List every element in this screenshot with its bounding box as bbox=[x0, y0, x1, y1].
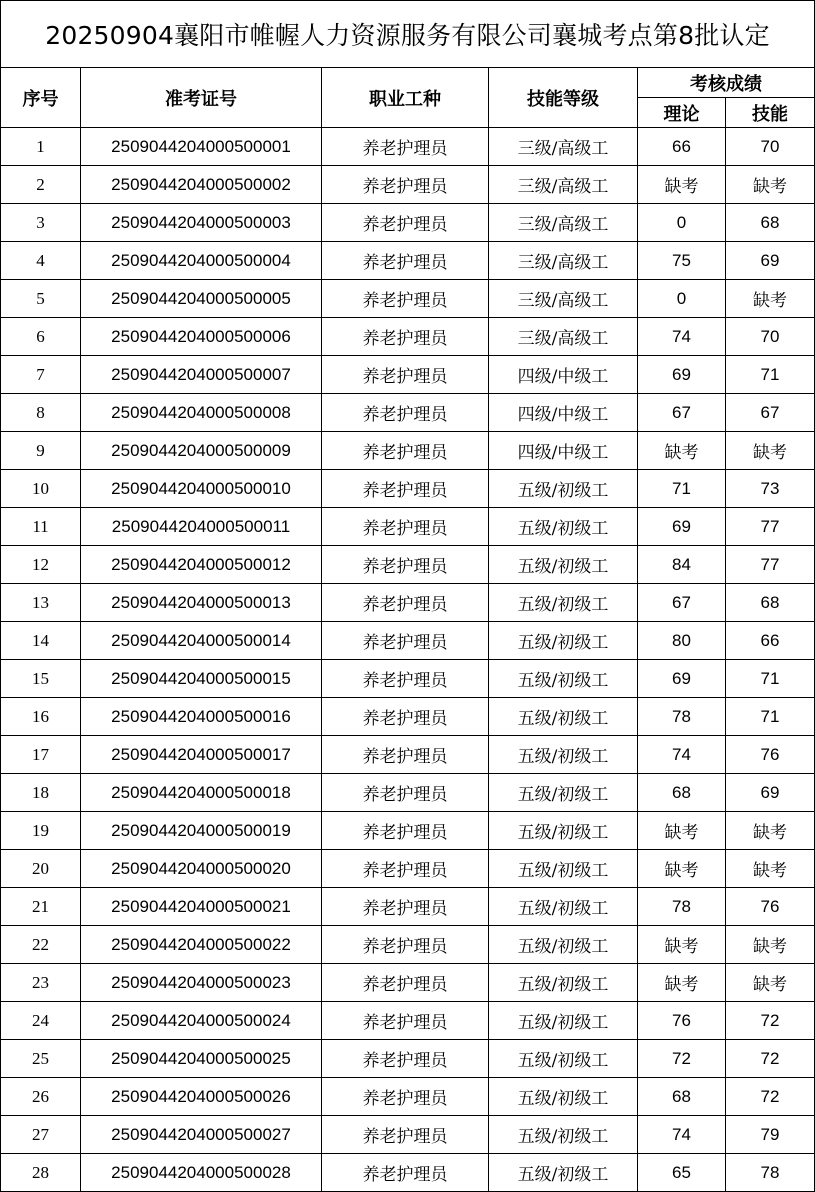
cell-occupation: 养老护理员 bbox=[322, 774, 489, 812]
cell-seq: 11 bbox=[1, 508, 81, 546]
cell-skill-level: 五级/初级工 bbox=[489, 850, 638, 888]
cell-skill-score: 69 bbox=[726, 242, 815, 280]
cell-skill-level: 四级/中级工 bbox=[489, 356, 638, 394]
cell-occupation: 养老护理员 bbox=[322, 1116, 489, 1154]
cell-occupation: 养老护理员 bbox=[322, 546, 489, 584]
cell-cert-no: 2509044204000500021 bbox=[81, 888, 322, 926]
cell-seq: 25 bbox=[1, 1040, 81, 1078]
cell-skill-score: 69 bbox=[726, 774, 815, 812]
cell-occupation: 养老护理员 bbox=[322, 698, 489, 736]
cell-skill-level: 三级/高级工 bbox=[489, 204, 638, 242]
cell-skill-score: 缺考 bbox=[726, 926, 815, 964]
cell-seq: 17 bbox=[1, 736, 81, 774]
cell-seq: 9 bbox=[1, 432, 81, 470]
header-occupation: 职业工种 bbox=[322, 68, 489, 128]
cell-occupation: 养老护理员 bbox=[322, 204, 489, 242]
cell-skill-level: 五级/初级工 bbox=[489, 508, 638, 546]
header-cert-no: 准考证号 bbox=[81, 68, 322, 128]
cell-skill-score: 缺考 bbox=[726, 964, 815, 1002]
cell-occupation: 养老护理员 bbox=[322, 660, 489, 698]
cell-cert-no: 2509044204000500020 bbox=[81, 850, 322, 888]
cell-skill-level: 五级/初级工 bbox=[489, 1154, 638, 1192]
cell-cert-no: 2509044204000500011 bbox=[81, 508, 322, 546]
cell-skill-score: 缺考 bbox=[726, 280, 815, 318]
cell-skill-score: 缺考 bbox=[726, 166, 815, 204]
cell-theory-score: 65 bbox=[638, 1154, 726, 1192]
cell-theory-score: 71 bbox=[638, 470, 726, 508]
cell-theory-score: 0 bbox=[638, 204, 726, 242]
cell-skill-level: 五级/初级工 bbox=[489, 812, 638, 850]
cell-occupation: 养老护理员 bbox=[322, 850, 489, 888]
table-row bbox=[1, 242, 815, 280]
cell-cert-no: 2509044204000500007 bbox=[81, 356, 322, 394]
table-row bbox=[1, 356, 815, 394]
table-row bbox=[1, 508, 815, 546]
cell-skill-score: 73 bbox=[726, 470, 815, 508]
cell-skill-score: 72 bbox=[726, 1078, 815, 1116]
cell-occupation: 养老护理员 bbox=[322, 926, 489, 964]
cell-seq: 21 bbox=[1, 888, 81, 926]
cell-cert-no: 2509044204000500001 bbox=[81, 128, 322, 166]
cell-skill-score: 68 bbox=[726, 584, 815, 622]
cell-skill-level: 四级/中级工 bbox=[489, 394, 638, 432]
cell-occupation: 养老护理员 bbox=[322, 812, 489, 850]
cell-skill-level: 五级/初级工 bbox=[489, 888, 638, 926]
cell-skill-level: 五级/初级工 bbox=[489, 470, 638, 508]
cell-skill-score: 78 bbox=[726, 1154, 815, 1192]
cell-theory-score: 缺考 bbox=[638, 964, 726, 1002]
cell-theory-score: 缺考 bbox=[638, 432, 726, 470]
table-row bbox=[1, 660, 815, 698]
cell-skill-score: 71 bbox=[726, 356, 815, 394]
cell-seq: 24 bbox=[1, 1002, 81, 1040]
cell-occupation: 养老护理员 bbox=[322, 964, 489, 1002]
table-body bbox=[1, 128, 815, 1192]
cell-cert-no: 2509044204000500013 bbox=[81, 584, 322, 622]
cell-cert-no: 2509044204000500023 bbox=[81, 964, 322, 1002]
cell-cert-no: 2509044204000500012 bbox=[81, 546, 322, 584]
cell-skill-score: 76 bbox=[726, 736, 815, 774]
cell-seq: 1 bbox=[1, 128, 81, 166]
cell-cert-no: 2509044204000500010 bbox=[81, 470, 322, 508]
cell-skill-score: 76 bbox=[726, 888, 815, 926]
cell-theory-score: 74 bbox=[638, 1116, 726, 1154]
table-row bbox=[1, 698, 815, 736]
cell-cert-no: 2509044204000500009 bbox=[81, 432, 322, 470]
cell-occupation: 养老护理员 bbox=[322, 584, 489, 622]
header-skill: 技能 bbox=[726, 98, 815, 128]
table-row bbox=[1, 1078, 815, 1116]
cell-theory-score: 66 bbox=[638, 128, 726, 166]
table-row bbox=[1, 1002, 815, 1040]
cell-cert-no: 2509044204000500026 bbox=[81, 1078, 322, 1116]
cell-skill-score: 71 bbox=[726, 698, 815, 736]
cell-seq: 15 bbox=[1, 660, 81, 698]
cell-skill-score: 71 bbox=[726, 660, 815, 698]
cell-cert-no: 2509044204000500003 bbox=[81, 204, 322, 242]
cell-skill-level: 三级/高级工 bbox=[489, 318, 638, 356]
cell-theory-score: 75 bbox=[638, 242, 726, 280]
cell-theory-score: 缺考 bbox=[638, 812, 726, 850]
cell-skill-score: 缺考 bbox=[726, 812, 815, 850]
cell-theory-score: 68 bbox=[638, 774, 726, 812]
cell-occupation: 养老护理员 bbox=[322, 736, 489, 774]
cell-seq: 3 bbox=[1, 204, 81, 242]
cell-theory-score: 67 bbox=[638, 394, 726, 432]
cell-cert-no: 2509044204000500024 bbox=[81, 1002, 322, 1040]
cell-seq: 7 bbox=[1, 356, 81, 394]
cell-skill-score: 缺考 bbox=[726, 432, 815, 470]
header-seq: 序号 bbox=[1, 68, 81, 128]
cell-seq: 4 bbox=[1, 242, 81, 280]
table-row bbox=[1, 432, 815, 470]
cell-occupation: 养老护理员 bbox=[322, 1002, 489, 1040]
cell-seq: 8 bbox=[1, 394, 81, 432]
cell-theory-score: 缺考 bbox=[638, 166, 726, 204]
cell-occupation: 养老护理员 bbox=[322, 356, 489, 394]
cell-seq: 5 bbox=[1, 280, 81, 318]
table-row bbox=[1, 584, 815, 622]
cell-seq: 22 bbox=[1, 926, 81, 964]
table-row bbox=[1, 964, 815, 1002]
cell-skill-score: 67 bbox=[726, 394, 815, 432]
cell-skill-score: 79 bbox=[726, 1116, 815, 1154]
cell-cert-no: 2509044204000500005 bbox=[81, 280, 322, 318]
cell-skill-level: 五级/初级工 bbox=[489, 1040, 638, 1078]
table-row bbox=[1, 888, 815, 926]
table-row bbox=[1, 204, 815, 242]
cell-theory-score: 84 bbox=[638, 546, 726, 584]
cell-cert-no: 2509044204000500006 bbox=[81, 318, 322, 356]
cell-skill-level: 三级/高级工 bbox=[489, 166, 638, 204]
table-row bbox=[1, 318, 815, 356]
cell-occupation: 养老护理员 bbox=[322, 128, 489, 166]
cell-skill-score: 72 bbox=[726, 1002, 815, 1040]
cell-occupation: 养老护理员 bbox=[322, 242, 489, 280]
cell-seq: 12 bbox=[1, 546, 81, 584]
cell-theory-score: 0 bbox=[638, 280, 726, 318]
cell-theory-score: 78 bbox=[638, 888, 726, 926]
cell-occupation: 养老护理员 bbox=[322, 470, 489, 508]
cell-occupation: 养老护理员 bbox=[322, 280, 489, 318]
cell-skill-score: 77 bbox=[726, 508, 815, 546]
cell-skill-level: 五级/初级工 bbox=[489, 736, 638, 774]
table-row bbox=[1, 774, 815, 812]
cell-seq: 13 bbox=[1, 584, 81, 622]
table-row bbox=[1, 1116, 815, 1154]
cell-theory-score: 67 bbox=[638, 584, 726, 622]
cell-skill-level: 五级/初级工 bbox=[489, 584, 638, 622]
cell-occupation: 养老护理员 bbox=[322, 508, 489, 546]
cell-cert-no: 2509044204000500017 bbox=[81, 736, 322, 774]
cell-skill-level: 三级/高级工 bbox=[489, 128, 638, 166]
cell-theory-score: 68 bbox=[638, 1078, 726, 1116]
cell-cert-no: 2509044204000500008 bbox=[81, 394, 322, 432]
cell-skill-level: 五级/初级工 bbox=[489, 1002, 638, 1040]
cell-skill-score: 66 bbox=[726, 622, 815, 660]
cell-skill-level: 三级/高级工 bbox=[489, 280, 638, 318]
cell-occupation: 养老护理员 bbox=[322, 318, 489, 356]
cell-occupation: 养老护理员 bbox=[322, 888, 489, 926]
table-row bbox=[1, 546, 815, 584]
table-row bbox=[1, 1154, 815, 1192]
cell-occupation: 养老护理员 bbox=[322, 394, 489, 432]
header-theory: 理论 bbox=[638, 98, 726, 128]
cell-cert-no: 2509044204000500002 bbox=[81, 166, 322, 204]
cell-occupation: 养老护理员 bbox=[322, 1078, 489, 1116]
cell-cert-no: 2509044204000500022 bbox=[81, 926, 322, 964]
cell-seq: 14 bbox=[1, 622, 81, 660]
table-row bbox=[1, 622, 815, 660]
cell-theory-score: 74 bbox=[638, 736, 726, 774]
table-row bbox=[1, 128, 815, 166]
cell-theory-score: 69 bbox=[638, 356, 726, 394]
cell-skill-level: 五级/初级工 bbox=[489, 660, 638, 698]
cell-theory-score: 76 bbox=[638, 1002, 726, 1040]
table-row bbox=[1, 1040, 815, 1078]
table-row bbox=[1, 926, 815, 964]
cell-theory-score: 缺考 bbox=[638, 850, 726, 888]
cell-seq: 16 bbox=[1, 698, 81, 736]
table-row bbox=[1, 394, 815, 432]
cell-seq: 20 bbox=[1, 850, 81, 888]
cell-occupation: 养老护理员 bbox=[322, 622, 489, 660]
table-row bbox=[1, 850, 815, 888]
cell-skill-score: 70 bbox=[726, 128, 815, 166]
cell-skill-score: 70 bbox=[726, 318, 815, 356]
cell-skill-score: 77 bbox=[726, 546, 815, 584]
cell-skill-score: 缺考 bbox=[726, 850, 815, 888]
cell-seq: 23 bbox=[1, 964, 81, 1002]
cell-cert-no: 2509044204000500018 bbox=[81, 774, 322, 812]
cell-skill-level: 四级/中级工 bbox=[489, 432, 638, 470]
cell-skill-level: 五级/初级工 bbox=[489, 698, 638, 736]
header-score-group: 考核成绩 bbox=[638, 68, 815, 98]
cell-skill-level: 五级/初级工 bbox=[489, 774, 638, 812]
cell-cert-no: 2509044204000500016 bbox=[81, 698, 322, 736]
table-row bbox=[1, 812, 815, 850]
cell-seq: 10 bbox=[1, 470, 81, 508]
cell-skill-level: 三级/高级工 bbox=[489, 242, 638, 280]
cell-theory-score: 74 bbox=[638, 318, 726, 356]
cell-seq: 27 bbox=[1, 1116, 81, 1154]
cell-cert-no: 2509044204000500028 bbox=[81, 1154, 322, 1192]
cell-skill-level: 五级/初级工 bbox=[489, 1116, 638, 1154]
cell-occupation: 养老护理员 bbox=[322, 1040, 489, 1078]
cell-theory-score: 80 bbox=[638, 622, 726, 660]
cell-skill-level: 五级/初级工 bbox=[489, 546, 638, 584]
cell-theory-score: 78 bbox=[638, 698, 726, 736]
cell-seq: 19 bbox=[1, 812, 81, 850]
table-row bbox=[1, 166, 815, 204]
cell-seq: 18 bbox=[1, 774, 81, 812]
cell-skill-level: 五级/初级工 bbox=[489, 926, 638, 964]
cell-occupation: 养老护理员 bbox=[322, 432, 489, 470]
cell-skill-level: 五级/初级工 bbox=[489, 622, 638, 660]
cell-occupation: 养老护理员 bbox=[322, 1154, 489, 1192]
cell-cert-no: 2509044204000500014 bbox=[81, 622, 322, 660]
cell-theory-score: 69 bbox=[638, 660, 726, 698]
cell-cert-no: 2509044204000500027 bbox=[81, 1116, 322, 1154]
cell-skill-score: 72 bbox=[726, 1040, 815, 1078]
cell-cert-no: 2509044204000500019 bbox=[81, 812, 322, 850]
table-row bbox=[1, 736, 815, 774]
cell-skill-level: 五级/初级工 bbox=[489, 964, 638, 1002]
cell-theory-score: 69 bbox=[638, 508, 726, 546]
cell-seq: 6 bbox=[1, 318, 81, 356]
cell-theory-score: 缺考 bbox=[638, 926, 726, 964]
cell-cert-no: 2509044204000500015 bbox=[81, 660, 322, 698]
cell-seq: 2 bbox=[1, 166, 81, 204]
cell-seq: 28 bbox=[1, 1154, 81, 1192]
table-row bbox=[1, 470, 815, 508]
page-title: 20250904襄阳市帷幄人力资源服务有限公司襄城考点第8批认定 bbox=[1, 1, 815, 68]
cell-skill-score: 68 bbox=[726, 204, 815, 242]
table-row bbox=[1, 280, 815, 318]
cell-occupation: 养老护理员 bbox=[322, 166, 489, 204]
cell-cert-no: 2509044204000500004 bbox=[81, 242, 322, 280]
cell-theory-score: 72 bbox=[638, 1040, 726, 1078]
cell-cert-no: 2509044204000500025 bbox=[81, 1040, 322, 1078]
header-skill-level: 技能等级 bbox=[489, 68, 638, 128]
cell-skill-level: 五级/初级工 bbox=[489, 1078, 638, 1116]
cell-seq: 26 bbox=[1, 1078, 81, 1116]
